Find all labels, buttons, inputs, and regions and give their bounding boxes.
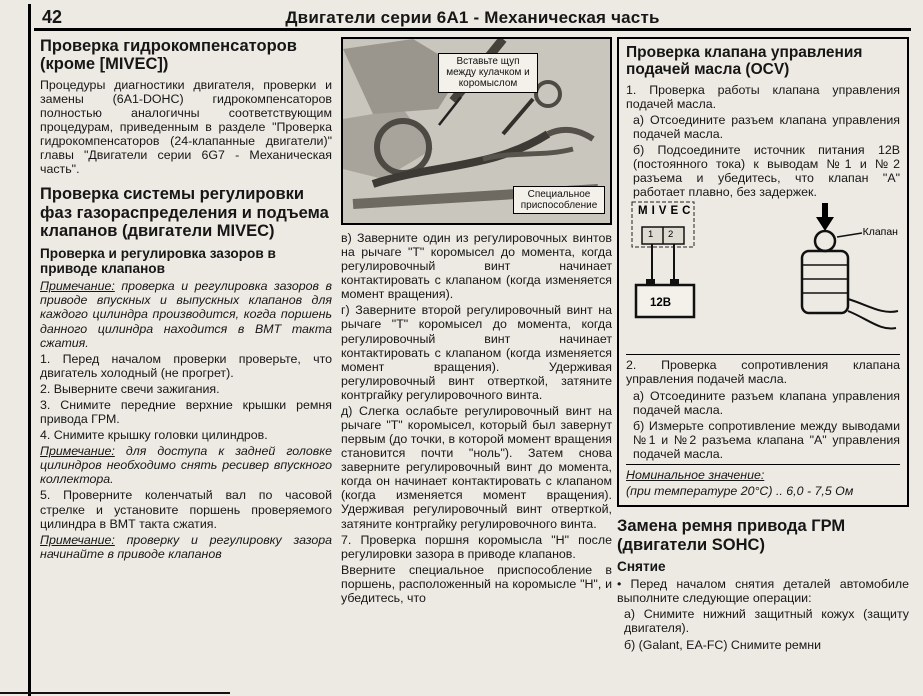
subsection-heading-removal: Снятие	[617, 558, 666, 574]
list-subitem: а) Отсоедините разъем клапана управления подачей масла.	[633, 112, 900, 141]
separator-line	[626, 354, 900, 355]
list-subitem: б) (Galant, EA-FC) Снимите ремни	[624, 637, 822, 652]
section-body: Процедуры диагностики двигателя, проверки и замены (6А1-DOHC) гидрокомпенсаторов полностью аналогичны соответствующим процедурам, приведенным в разделе "Проверка гидрокомпенсаторов (24-клапанные двигатели)" главы "Двигатели серии 6G7 - Механическая часть".	[40, 77, 332, 177]
subsection-heading-valve-clearance: Проверка и регулировка зазоров в приводе клапанов	[40, 245, 276, 277]
connector-pin1-label: 1	[648, 229, 654, 241]
list-item: 5. Проверните коленчатый вал по часовой стрелке и установите поршень проверяемого цилиндра в ВМТ такта сжатия.	[40, 488, 332, 531]
ocv-illustration	[626, 201, 900, 351]
list-subitem: б) Измерьте сопротивление между выводами №1 и №2 разъема клапана "А" управления подачей масла.	[633, 418, 900, 461]
note-text: проверка и регулировка зазоров в приводе впускных и выпускных клапанов для каждого цилиндра производится, когда поршень данного цилиндра находится в ВМТ такта сжатия.	[40, 279, 332, 350]
battery-label: 12В	[650, 297, 672, 310]
step-paragraph: г) Заверните второй регулировочный винт на рычаге "Т" коромысел до момента, когда регулировочный винт начинает контактировать с клапаном (когда изменяется момент вращения). Удерживая регулировочный винт отверткой, затяните контргайку регулировочного винта.	[341, 303, 612, 402]
list-subitem: б) Подсоедините источник питания 12В (постоянного тока) к выводам №1 и №2 разъема и убедитесь, что клапан "А" работает плавно, без задержек.	[633, 143, 900, 200]
list-item: 1. Проверка работы клапана управления подачей масла.	[626, 82, 900, 111]
figure-callout-feeler-gauge: Вставьте щуп между кулачком и коромыслом	[438, 53, 538, 93]
section-heading-ocv: Проверка клапана управления подачей масла (OCV)	[626, 44, 863, 79]
mivec-label: MIVEC	[638, 205, 695, 218]
engine-illustration	[341, 37, 612, 225]
note-label: Номинальное значение:	[626, 467, 765, 482]
step-paragraph: Вверните специальное приспособление в поршень, расположенный на коромысле "Н", и убедитесь, что	[341, 562, 612, 605]
note-label: Примечание:	[40, 279, 115, 294]
nominal-value: (при температуре 20°С) .. 6,0 - 7,5 Ом	[626, 483, 854, 498]
section-heading-mivec-valve-timing: Проверка системы регулировки фаз газораспределения и подъема клапанов (двигатели MIVEC)	[40, 185, 329, 241]
middle-column	[341, 37, 612, 696]
list-subitem: а) Снимите нижний защитный кожух (защиту двигателя).	[624, 607, 909, 636]
section-heading-hydrocompensators: Проверка гидрокомпенсаторов (кроме [MIVEC])	[40, 37, 297, 74]
list-item: 2. Выверните свечи зажигания.	[40, 381, 220, 396]
page-number: 42	[42, 7, 63, 27]
valve-label: Клапан	[862, 226, 898, 239]
connector-pin2-label: 2	[668, 229, 674, 241]
figure-callout-special-tool: Специальное приспособление	[513, 186, 605, 214]
separator-line	[626, 464, 900, 465]
bullet-item: • Перед началом снятия деталей автомобиле выполните следующие операции:	[617, 577, 909, 606]
list-item: 1. Перед началом проверки проверьте, что двигатель холодный (не прогрет).	[40, 351, 332, 380]
step-paragraph: 7. Проверка поршня коромысла "Н" после регулировки зазора в приводе клапанов.	[341, 532, 612, 561]
note-label: Примечание:	[40, 532, 115, 547]
right-column	[617, 37, 909, 696]
note	[40, 533, 332, 561]
page-title: Двигатели серии 6А1 - Механическая часть	[285, 8, 660, 27]
nominal-value-label	[626, 468, 900, 482]
ocv-section-box	[617, 37, 909, 507]
left-border-line	[28, 4, 31, 696]
note-text: для доступа к задней головке цилиндров необходимо снять ресивер впускного коллектора.	[40, 444, 332, 487]
section-heading-timing-belt: Замена ремня привода ГРМ (двигатели SOHC)	[617, 517, 846, 554]
step-paragraph: в) Заверните один из регулировочных винтов на рычаге "Т" коромысел до момента, когда регулировочный винт начинает контактировать с клапаном (когда изменяется момент вращения).	[341, 231, 612, 302]
note-text: проверку и регулировку зазора начинайте в приводе клапанов	[40, 532, 332, 561]
ocv-drawing-icon	[626, 201, 900, 351]
list-item: 4. Снимите крышку головки цилиндров.	[40, 428, 268, 443]
page-header	[34, 4, 911, 31]
left-column	[40, 37, 332, 696]
note-label: Примечание:	[40, 444, 115, 459]
list-item: 3. Снимите передние верхние крышки ремня привода ГРМ.	[40, 397, 332, 427]
list-item: 2. Проверка сопротивления клапана управления подачей масла.	[626, 358, 900, 387]
note	[40, 279, 332, 349]
list-subitem: а) Отсоедините разъем клапана управления подачей масла.	[633, 388, 900, 417]
step-paragraph: д) Слегка ослабьте регулировочный винт на рычаге "Т" коромысел, который был завернут первым (до точки, в которой момент вращения становится почти "ноль"). Затем снова заверните регулировочный винт до момента, когда он начинает контактировать с клапаном (когда изменяется момент вращения). Удерживая регулировочный винт отверткой, затяните контргайку регулировочного винта.	[341, 403, 612, 531]
note	[40, 444, 332, 486]
